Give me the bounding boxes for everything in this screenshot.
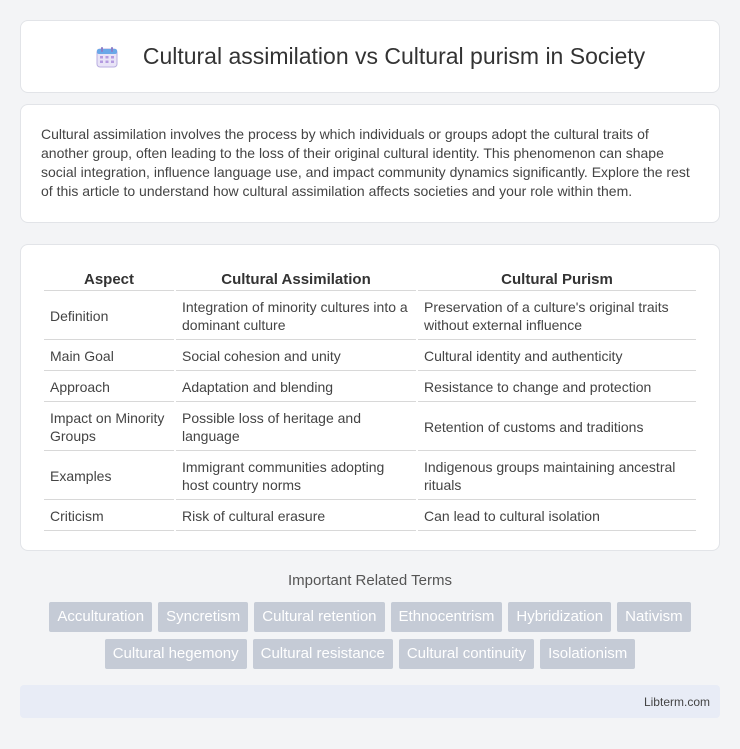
table-cell: Cultural identity and authenticity — [418, 342, 696, 371]
header-purism: Cultural Purism — [418, 267, 696, 291]
table-cell: Indigenous groups maintaining ancestral rituals — [418, 453, 696, 500]
table-cell: Definition — [44, 293, 174, 340]
table-cell: Adaptation and blending — [176, 373, 416, 402]
tag-syncretism[interactable]: Syncretism — [158, 602, 248, 632]
table-cell: Possible loss of heritage and language — [176, 404, 416, 451]
tag-cultural-resistance[interactable]: Cultural resistance — [253, 639, 393, 669]
table-cell: Preservation of a culture's original traits without external influence — [418, 293, 696, 340]
table-cell: Integration of minority cultures into a dominant culture — [176, 293, 416, 340]
title-text: Cultural assimilation vs Cultural purism in Society — [142, 43, 646, 69]
table-cell: Examples — [44, 453, 174, 500]
table-row — [44, 373, 696, 402]
tag-isolationism[interactable]: Isolationism — [540, 639, 635, 669]
footer-site-link[interactable]: Libterm.com — [643, 694, 710, 709]
intro-text: Cultural assimilation involves the process by which individuals or groups adopt the cultural traits of another group, often leading to the loss of their original cultural identity. This phenomenon can shape social integration, influence language use, and impact community dynamics significantly. Explore the rest of this article to understand how cultural assimilation affects societies and your role within them. — [41, 126, 690, 199]
title-card — [20, 20, 720, 93]
related-terms-list — [0, 602, 740, 669]
tag-hybridization[interactable]: Hybridization — [508, 602, 611, 632]
tag-cultural-retention[interactable]: Cultural retention — [254, 602, 384, 632]
calendar-icon — [95, 45, 119, 69]
table-cell: Social cohesion and unity — [176, 342, 416, 371]
table-row — [44, 293, 696, 340]
tag-acculturation[interactable]: Acculturation — [49, 602, 152, 632]
header-aspect: Aspect — [44, 267, 174, 291]
tag-nativism[interactable]: Nativism — [617, 602, 691, 632]
page-title — [95, 43, 645, 70]
table-cell: Retention of customs and traditions — [418, 404, 696, 451]
table-cell: Main Goal — [44, 342, 174, 371]
table-cell: Criticism — [44, 502, 174, 531]
tag-cultural-continuity[interactable]: Cultural continuity — [399, 639, 534, 669]
header-assimilation: Cultural Assimilation — [176, 267, 416, 291]
tag-ethnocentrism[interactable]: Ethnocentrism — [391, 602, 503, 632]
related-terms-section — [0, 572, 740, 669]
intro-card — [20, 104, 720, 223]
table-cell: Resistance to change and protection — [418, 373, 696, 402]
footer — [20, 685, 720, 718]
table-header-row — [44, 267, 696, 291]
table-cell: Approach — [44, 373, 174, 402]
table-cell: Impact on Minority Groups — [44, 404, 174, 451]
tag-cultural-hegemony[interactable]: Cultural hegemony — [105, 639, 247, 669]
table-row — [44, 502, 696, 531]
table-cell: Risk of cultural erasure — [176, 502, 416, 531]
table-row — [44, 453, 696, 500]
related-terms-heading: Important Related Terms — [288, 572, 452, 589]
table-row — [44, 342, 696, 371]
table-cell: Immigrant communities adopting host country norms — [176, 453, 416, 500]
comparison-card — [20, 244, 720, 551]
table-row — [44, 404, 696, 451]
comparison-table — [42, 265, 698, 533]
table-cell: Can lead to cultural isolation — [418, 502, 696, 531]
